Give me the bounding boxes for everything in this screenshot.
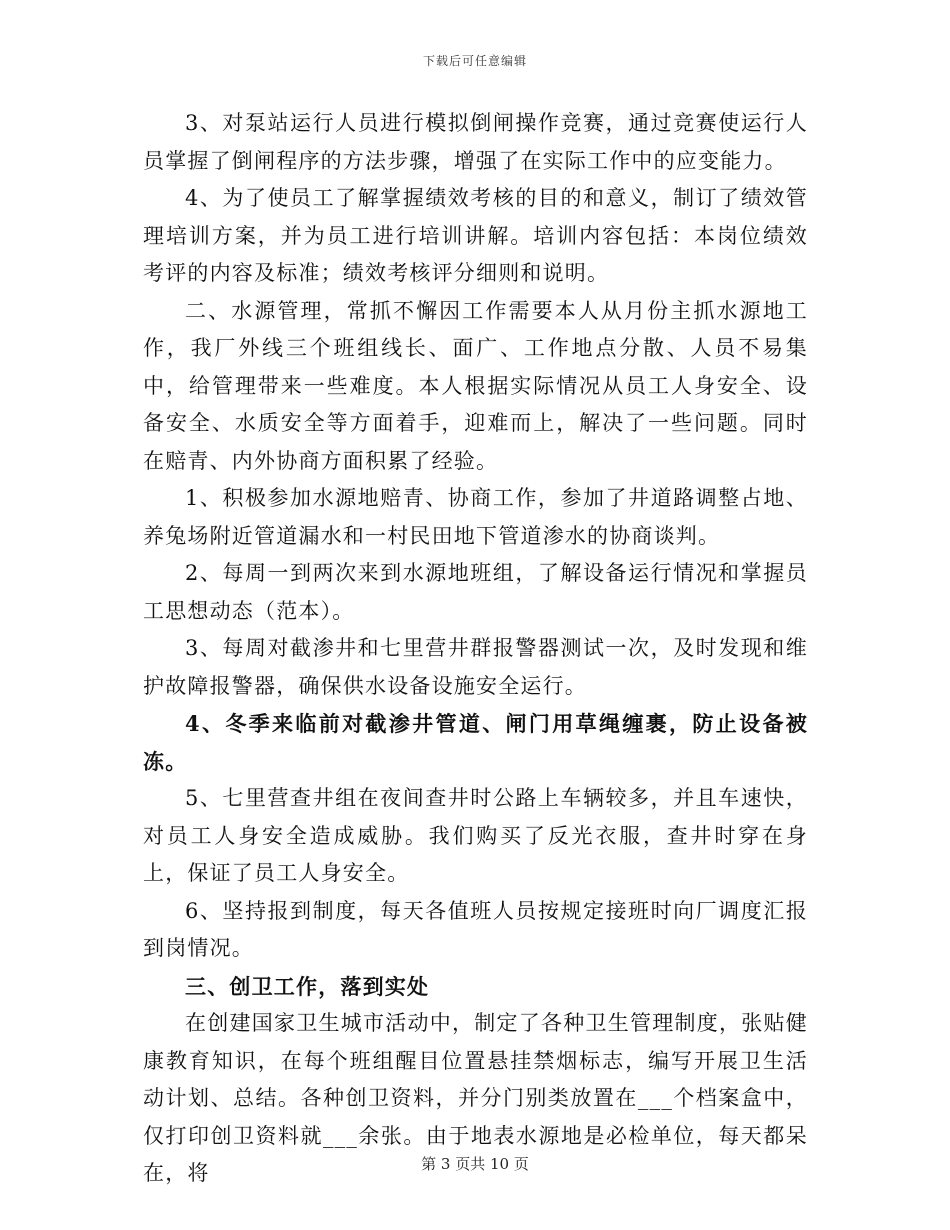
paragraph-1: 3、对泵站运行人员进行模拟倒闸操作竞赛，通过竞赛使运行人员掌握了倒闸程序的方法步骤，增强了在实际工作中的应变能力。 — [143, 111, 808, 173]
paragraph-7-bold: 4、冬季来临前对截渗井管道、闸门用草绳缠裹，防止设备被冻。 — [143, 711, 808, 774]
paragraph-9: 6、坚持报到制度，每天各值班人员按规定接班时向厂调度汇报到岗情况。 — [143, 898, 808, 960]
page-footer: 第 3 页共 10 页 — [421, 1155, 529, 1173]
paragraph-4: 1、积极参加水源地赔青、协商工作，参加了井道路调整占地、养兔场附近管道漏水和一村民田地下管道渗水的协商谈判。 — [143, 486, 808, 548]
paragraph-5: 2、每周一到两次来到水源地班组，了解设备运行情况和掌握员工思想动态（范本）。 — [143, 561, 808, 623]
page-header: 下载后可任意编辑 — [422, 54, 527, 68]
section-heading: 三、创卫工作，落到实处 — [185, 973, 430, 999]
paragraph-2: 4、为了使员工了解掌握绩效考核的目的和意义，制订了绩效管理培训方案，并为员工进行培训讲解。培训内容包括：本岗位绩效考评的内容及标准；绩效考核评分细则和说明。 — [143, 186, 808, 285]
paragraph-8: 5、七里营查井组在夜间查井时公路上车辆较多，并且车速快，对员工人身安全造成威胁。我们购买了反光衣服，查井时穿在身上，保证了员工人身安全。 — [143, 786, 808, 885]
paragraph-6: 3、每周对截渗井和七里营井群报警器测试一次，及时发现和维护故障报警器，确保供水设备设施安全运行。 — [143, 636, 808, 698]
paragraph-11: 在创建国家卫生城市活动中，制定了各种卫生管理制度，张贴健康教育知识，在每个班组醒目位置悬挂禁烟标志，编写开展卫生活动计划、总结。各种创卫资料，并分门别类放置在___个档案盒中，仅打印创卫资料就___余张。由于地表水源地是必检单位，每天都呆在，将 — [143, 1011, 808, 1185]
document-body — [143, 105, 808, 1193]
paragraph-3: 二、水源管理，常抓不懈因工作需要本人从月份主抓水源地工作，我厂外线三个班组线长、面广、工作地点分散、人员不易集中，给管理带来一些难度。本人根据实际情况从员工人身安全、设备安全、水质安全等方面着手，迎难而上，解决了一些问题。同时在赔青、内外协商方面积累了经验。 — [143, 298, 808, 473]
